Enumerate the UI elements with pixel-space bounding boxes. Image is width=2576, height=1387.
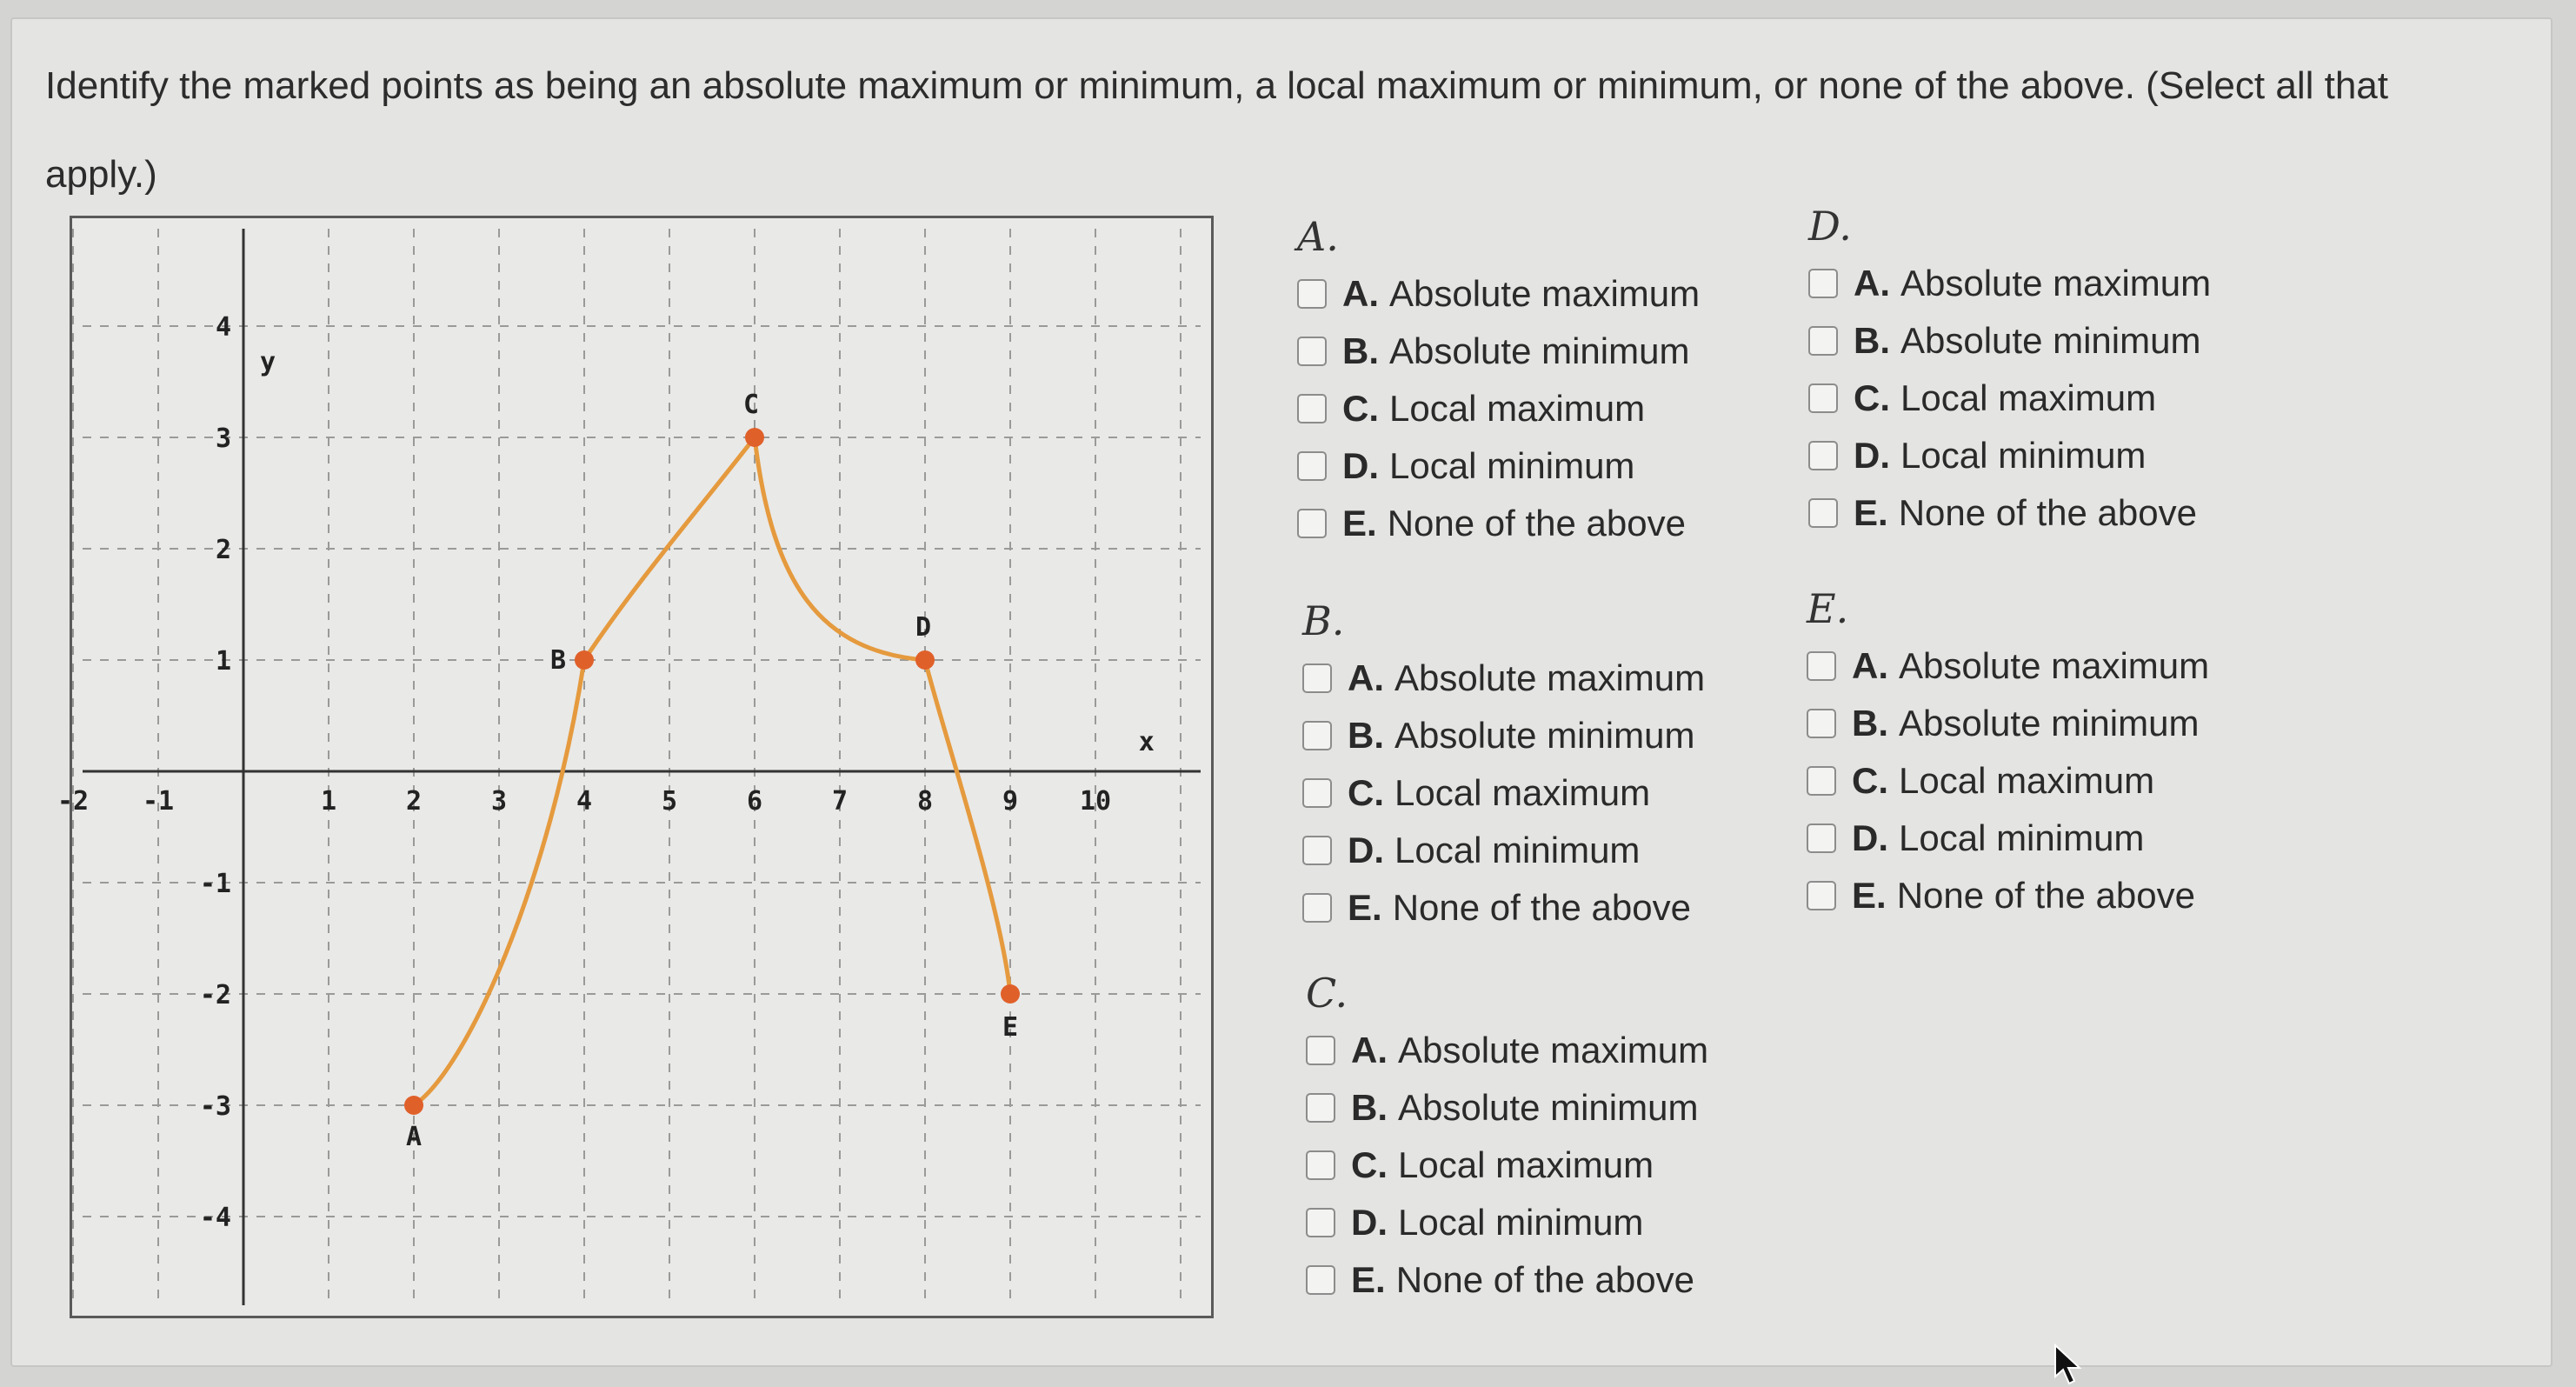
option-checkbox[interactable] [1808, 326, 1838, 356]
option-text: None of the above [1898, 492, 2197, 533]
option-text: Absolute maximum [1389, 273, 1701, 314]
option-text: Local minimum [1899, 817, 2145, 858]
option-text: Local maximum [1900, 377, 2157, 418]
option-row[interactable] [1807, 810, 2293, 867]
option-row[interactable] [1297, 265, 1784, 323]
option-text: None of the above [1387, 503, 1686, 543]
option-checkbox[interactable] [1297, 509, 1327, 538]
option-row[interactable] [1807, 752, 2293, 810]
point-b-marker [575, 650, 594, 670]
x-tick-label: 2 [405, 786, 423, 817]
option-letter: E. [1854, 492, 1888, 533]
option-checkbox[interactable] [1306, 1208, 1335, 1237]
y-tick-label: -4 [199, 1203, 231, 1233]
answer-group-d [1808, 203, 2295, 542]
option-checkbox[interactable] [1297, 394, 1327, 423]
option-checkbox[interactable] [1807, 881, 1836, 910]
option-checkbox[interactable] [1302, 663, 1332, 693]
answer-group-e [1807, 585, 2293, 924]
option-letter: A. [1348, 657, 1384, 698]
option-letter: D. [1351, 1202, 1388, 1243]
option-checkbox[interactable] [1297, 451, 1327, 481]
option-text: Local maximum [1389, 388, 1646, 429]
answer-group-a [1297, 213, 1784, 552]
option-letter: B. [1348, 715, 1384, 756]
x-tick-label: 1 [320, 786, 337, 817]
y-tick-label: -2 [199, 980, 231, 1010]
option-row[interactable] [1807, 695, 2293, 752]
group-title: D. [1808, 203, 1852, 250]
point-label: B [549, 645, 567, 676]
option-row[interactable] [1302, 879, 1789, 937]
option-letter: A. [1852, 645, 1888, 686]
option-row[interactable] [1306, 1079, 1793, 1137]
option-checkbox[interactable] [1807, 824, 1836, 853]
option-text: Local minimum [1395, 830, 1641, 870]
option-row[interactable] [1302, 707, 1789, 764]
option-letter: A. [1342, 273, 1379, 314]
option-text: None of the above [1392, 887, 1691, 928]
option-letter: D. [1852, 817, 1888, 858]
option-row[interactable] [1306, 1251, 1793, 1309]
option-text: Absolute minimum [1900, 320, 2201, 361]
option-row[interactable] [1306, 1194, 1793, 1251]
y-tick-label: 3 [215, 423, 231, 454]
y-tick-label: 2 [215, 535, 231, 565]
option-checkbox[interactable] [1807, 651, 1836, 681]
option-text: Absolute minimum [1395, 715, 1695, 756]
group-title: E. [1807, 585, 1849, 632]
x-tick-label: 9 [1002, 786, 1019, 817]
option-letter: C. [1852, 760, 1888, 801]
option-text: None of the above [1896, 875, 2195, 916]
option-text: Absolute maximum [1900, 263, 2212, 303]
option-letter: B. [1854, 320, 1890, 361]
function-graph [57, 216, 1214, 1318]
x-tick-label: 5 [661, 786, 678, 817]
option-row[interactable] [1808, 255, 2295, 312]
answer-group-c [1306, 970, 1793, 1309]
x-tick-label: 8 [916, 786, 934, 817]
option-text: Absolute minimum [1389, 330, 1690, 371]
option-letter: E. [1852, 875, 1887, 916]
option-row[interactable] [1306, 1137, 1793, 1194]
option-letter: B. [1351, 1087, 1388, 1128]
option-letter: C. [1854, 377, 1890, 418]
option-text: Local minimum [1389, 445, 1635, 486]
axes [83, 229, 1201, 1305]
option-checkbox[interactable] [1302, 893, 1332, 923]
y-tick-label: -3 [199, 1091, 231, 1122]
option-text: Local maximum [1899, 760, 2155, 801]
group-title: B. [1302, 597, 1345, 644]
option-letter: E. [1351, 1259, 1386, 1300]
point-a-marker [404, 1096, 423, 1115]
option-checkbox[interactable] [1302, 836, 1332, 865]
option-text: Absolute maximum [1398, 1030, 1709, 1070]
option-letter: E. [1342, 503, 1377, 543]
option-checkbox[interactable] [1306, 1093, 1335, 1123]
option-letter: D. [1348, 830, 1384, 870]
y-tick-label: 4 [215, 312, 231, 343]
point-e-marker [1001, 984, 1020, 1004]
option-row[interactable] [1808, 370, 2295, 427]
option-letter: D. [1854, 435, 1890, 476]
option-letter: A. [1854, 263, 1890, 303]
point-c-marker [745, 428, 764, 447]
option-text: Local maximum [1398, 1144, 1654, 1185]
option-row[interactable] [1808, 484, 2295, 542]
answer-group-b [1302, 597, 1789, 937]
graph-svg [57, 218, 1211, 1316]
option-row[interactable] [1302, 822, 1789, 879]
option-checkbox[interactable] [1807, 766, 1836, 796]
option-text: Absolute maximum [1899, 645, 2210, 686]
option-row[interactable] [1302, 764, 1789, 822]
option-letter: B. [1342, 330, 1379, 371]
option-letter: E. [1348, 887, 1382, 928]
x-tick-label: 6 [746, 786, 763, 817]
option-checkbox[interactable] [1297, 279, 1327, 309]
option-row[interactable] [1297, 495, 1784, 552]
option-letter: C. [1351, 1144, 1388, 1185]
option-row[interactable] [1808, 427, 2295, 484]
option-text: Absolute maximum [1395, 657, 1706, 698]
option-checkbox[interactable] [1306, 1036, 1335, 1065]
x-tick-label: 7 [831, 786, 849, 817]
option-checkbox[interactable] [1306, 1150, 1335, 1180]
option-checkbox[interactable] [1302, 778, 1332, 808]
option-checkbox[interactable] [1808, 383, 1838, 413]
group-title: C. [1306, 970, 1348, 1017]
option-checkbox[interactable] [1302, 721, 1332, 750]
point-label: C [742, 390, 760, 420]
option-text: None of the above [1395, 1259, 1694, 1300]
question-text: Identify the marked points as being an absolute maximum or minimum, a local maximum or minimum, or none of the above. (Select all that apply.) [45, 64, 2388, 196]
option-checkbox[interactable] [1808, 498, 1838, 528]
option-row[interactable] [1297, 380, 1784, 437]
option-letter: C. [1342, 388, 1379, 429]
option-checkbox[interactable] [1306, 1265, 1335, 1295]
option-row[interactable] [1306, 1022, 1793, 1079]
x-tick-label: 10 [1079, 786, 1112, 817]
option-text: Local maximum [1395, 772, 1651, 813]
option-text: Absolute minimum [1398, 1087, 1699, 1128]
point-label: D [915, 612, 932, 643]
option-text: Local minimum [1398, 1202, 1644, 1243]
option-letter: B. [1852, 703, 1888, 744]
option-row[interactable] [1808, 312, 2295, 370]
option-row[interactable] [1297, 323, 1784, 380]
x-tick-label: -2 [57, 786, 90, 817]
option-row[interactable] [1807, 637, 2293, 695]
option-checkbox[interactable] [1807, 709, 1836, 738]
option-checkbox[interactable] [1297, 337, 1327, 366]
option-row[interactable] [1302, 650, 1789, 707]
point-label: E [1002, 1012, 1019, 1043]
option-letter: A. [1351, 1030, 1388, 1070]
mouse-pointer-icon [2053, 1344, 2085, 1387]
option-row[interactable] [1297, 437, 1784, 495]
option-letter: C. [1348, 772, 1384, 813]
option-row[interactable] [1807, 867, 2293, 924]
y-tick-label: 1 [215, 646, 231, 677]
point-d-marker [915, 650, 935, 670]
option-checkbox[interactable] [1808, 269, 1838, 298]
point-label: A [405, 1122, 423, 1152]
x-tick-label: -1 [142, 786, 175, 817]
option-text: Local minimum [1900, 435, 2147, 476]
x-axis-label: x [1138, 727, 1155, 757]
option-letter: D. [1342, 445, 1379, 486]
x-tick-label: 4 [576, 786, 593, 817]
group-title: A. [1297, 213, 1339, 260]
x-tick-label: 3 [490, 786, 508, 817]
y-tick-label: -1 [199, 869, 231, 899]
option-checkbox[interactable] [1808, 441, 1838, 470]
y-axis-label: y [259, 347, 276, 378]
option-text: Absolute minimum [1899, 703, 2200, 744]
